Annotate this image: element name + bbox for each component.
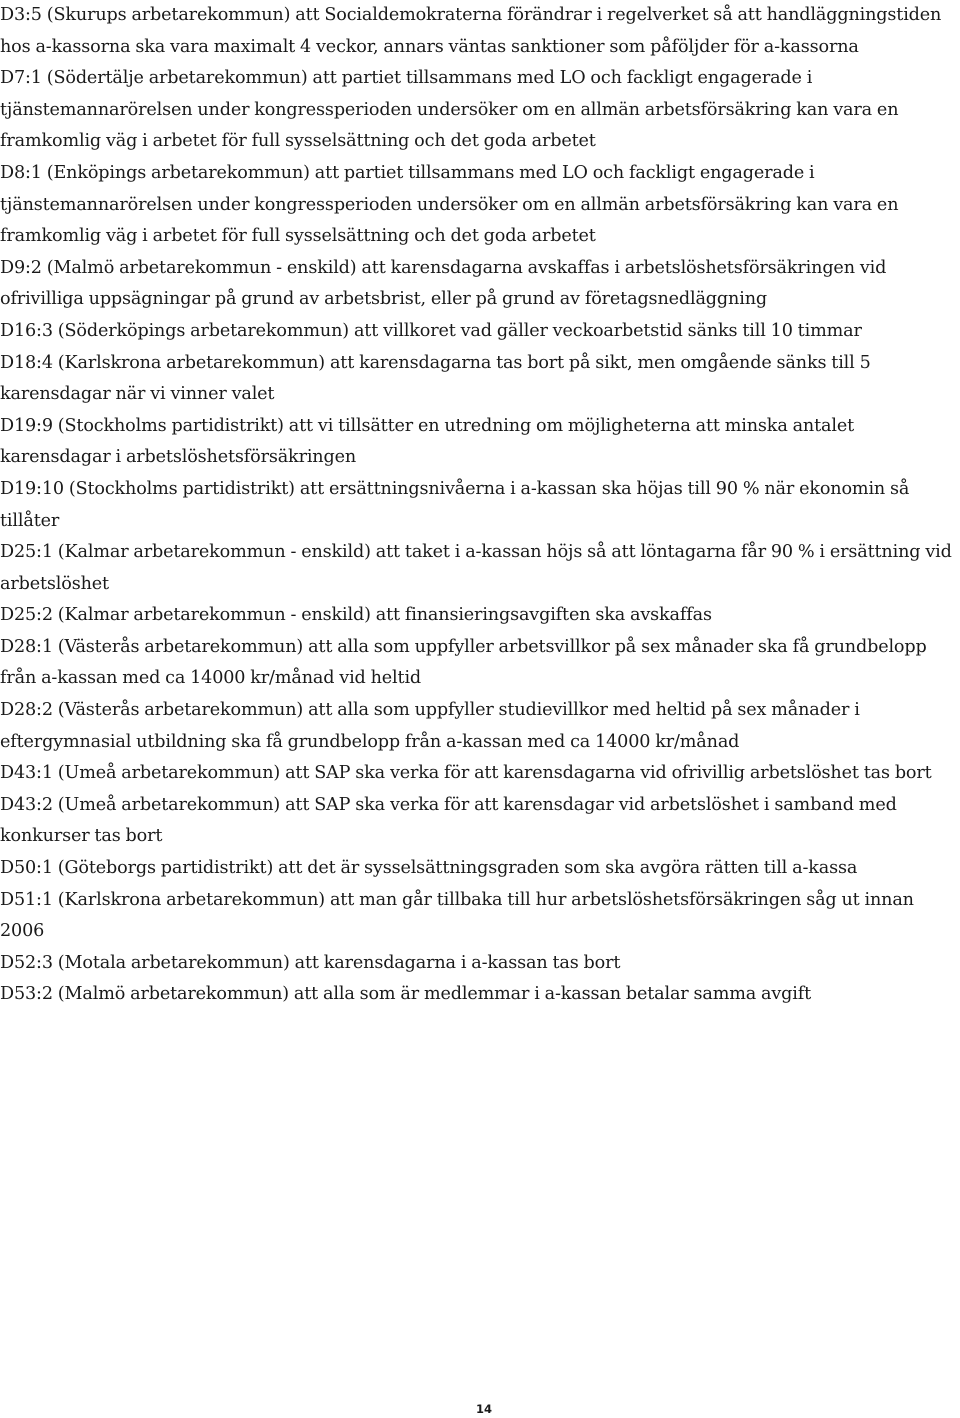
motion-item: D7:1 (Södertälje arbetarekommun) att partiet tillsammans med LO och fackligt engagerade i tjänstemannarörelsen under kongressperioden undersöker om en allmän arbetsförsäkring kan vara en framkomlig väg i arbetet för full sysselsättning och det goda arbetet [0,68,899,152]
motion-item: D52:3 (Motala arbetarekommun) att karensdagarna i a-kassan tas bort [0,952,621,973]
motion-item: D3:5 (Skurups arbetarekommun) att Socialdemokraterna förändrar i regelverket så att handläggningstiden hos a-kassorna ska vara maximalt 4 veckor, annars väntas sanktioner som påföljder för a-kassorna [0,5,942,57]
motion-item: D19:9 (Stockholms partidistrikt) att vi tillsätter en utredning om möjligheterna att minska antalet karensdagar i arbetslöshetsförsäkringen [0,415,855,468]
motion-item: D50:1 (Göteborgs partidistrikt) att det är sysselsättningsgraden som ska avgöra rätten till a-kassa [0,858,858,879]
motion-item: D16:3 (Söderköpings arbetarekommun) att villkoret vad gäller veckoarbetstid sänks till 10 timmar [0,320,862,341]
motion-item: D43:1 (Umeå arbetarekommun) att SAP ska verka för att karensdagarna vid ofrivillig arbetslöshet tas bort [0,763,932,784]
motion-item: D51:1 (Karlskrona arbetarekommun) att man går tillbaka till hur arbetslöshetsförsäkringen såg ut innan 2006 [0,889,914,942]
page-number: 14 [475,1402,492,1416]
motion-item: D8:1 (Enköpings arbetarekommun) att partiet tillsammans med LO och fackligt engagerade i tjänstemannarörelsen under kongressperioden undersöker om en allmän arbetsförsäkring kan vara en framkomlig väg i arbetet för full sysselsättning och det goda arbetet [0,162,899,247]
motion-item: D53:2 (Malmö arbetarekommun) att alla som är medlemmar i a-kassan betalar samma avgift [0,984,812,1005]
motion-item: D18:4 (Karlskrona arbetarekommun) att karensdagarna tas bort på sikt, men omgående sänks till 5 karensdagar när vi vinner valet [0,352,871,405]
motion-item: D25:2 (Kalmar arbetarekommun - enskild) att finansieringsavgiften ska avskaffas [0,605,712,626]
motion-item: D9:2 (Malmö arbetarekommun - enskild) att karensdagarna avskaffas i arbetslöshetsförsäkringen vid ofrivilliga uppsägningar på grund av arbetsbrist, eller på grund av företagsnedläggning [0,257,887,310]
motion-item: D19:10 (Stockholms partidistrikt) att ersättningsnivåerna i a-kassan ska höjas till 90 % när ekonomin så tillåter [0,478,910,531]
motion-item: D28:1 (Västerås arbetarekommun) att alla som uppfyller arbetsvillkor på sex månader ska få grundbelopp från a-kassan med ca 14000 kr/månad vid heltid [0,636,927,689]
motion-item: D28:2 (Västerås arbetarekommun) att alla som uppfyller studievillkor med heltid på sex månader i eftergymnasial utbildning ska få grundbelopp från a-kassan med ca 14000 kr/månad [0,700,860,752]
motion-item: D25:1 (Kalmar arbetarekommun - enskild) att taket i a-kassan höjs så att löntagarna får 90 % i ersättning vid arbetslöshet [0,542,952,594]
motion-item: D43:2 (Umeå arbetarekommun) att SAP ska verka för att karensdagar vid arbetslöshet i samband med konkurser tas bort [0,794,897,847]
